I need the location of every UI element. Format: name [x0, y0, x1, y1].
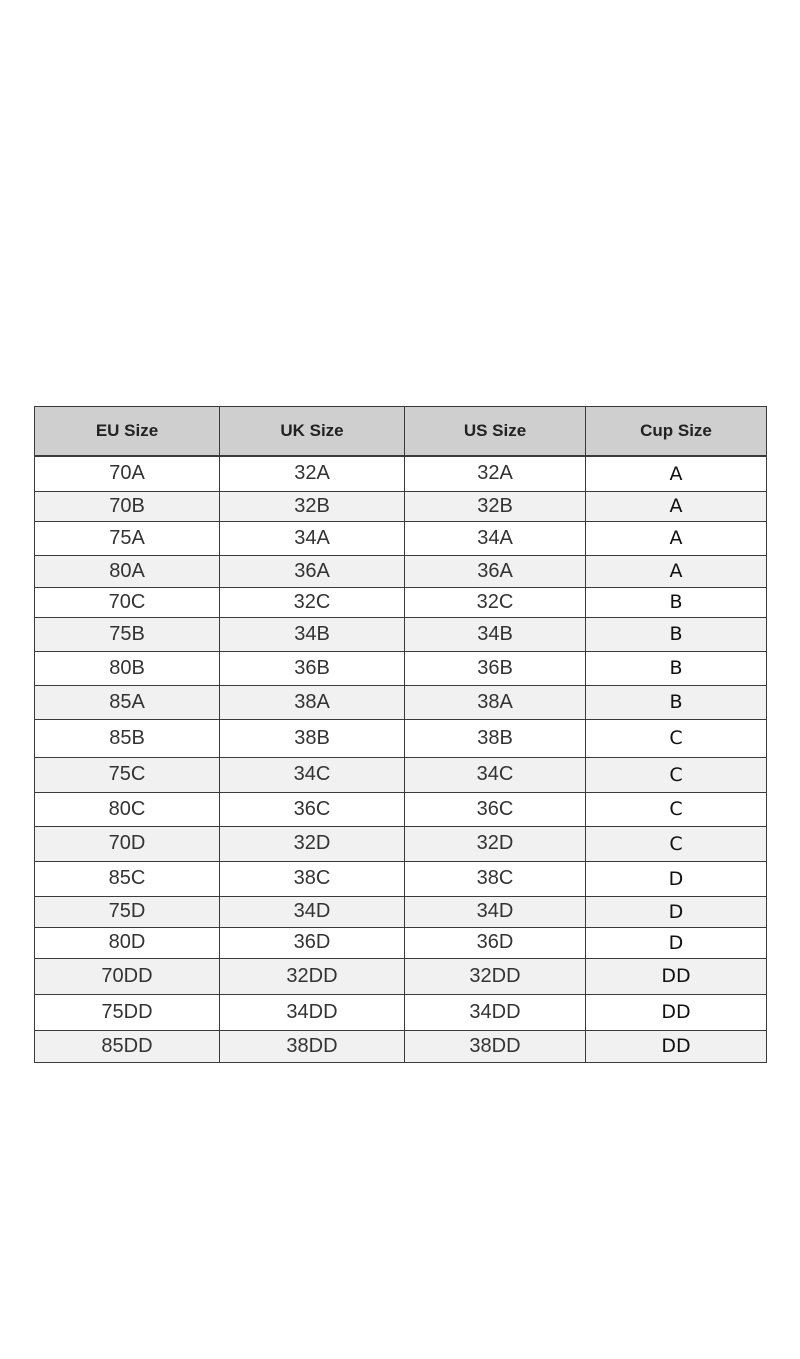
uk-size-cell: 38C [220, 861, 405, 896]
eu-size-cell: 80B [35, 651, 220, 685]
cup-size-cell: A [586, 491, 767, 521]
eu-size-cell: 70D [35, 826, 220, 861]
uk-size-cell: 32A [220, 456, 405, 491]
table-row [35, 861, 767, 896]
cup-size-cell: B [586, 651, 767, 685]
cup-size-cell: D [586, 896, 767, 927]
us-size-cell: 32D [405, 826, 586, 861]
table-row [35, 958, 767, 994]
cup-size-cell: DD [586, 958, 767, 994]
cup-size-cell: A [586, 555, 767, 587]
table-row [35, 587, 767, 617]
uk-size-cell: 36B [220, 651, 405, 685]
eu-size-cell: 85A [35, 685, 220, 719]
cup-size-cell: B [586, 685, 767, 719]
table-row [35, 491, 767, 521]
table-row [35, 521, 767, 555]
size-chart-table [34, 406, 767, 1063]
us-size-cell: 32DD [405, 958, 586, 994]
uk-size-cell: 38DD [220, 1030, 405, 1062]
us-size-cell: 38DD [405, 1030, 586, 1062]
us-size-cell: 34A [405, 521, 586, 555]
uk-size-cell: 38B [220, 719, 405, 757]
eu-size-cell: 85B [35, 719, 220, 757]
eu-size-cell: 75DD [35, 994, 220, 1030]
table-row [35, 757, 767, 792]
us-size-cell: 34D [405, 896, 586, 927]
eu-size-cell: 75D [35, 896, 220, 927]
cup-size-cell: C [586, 826, 767, 861]
us-size-cell: 36C [405, 792, 586, 826]
uk-size-cell: 36C [220, 792, 405, 826]
table-row [35, 792, 767, 826]
uk-size-cell: 34B [220, 617, 405, 651]
cup-size-cell: D [586, 927, 767, 958]
table-row [35, 685, 767, 719]
uk-size-cell: 38A [220, 685, 405, 719]
eu-size-cell: 80A [35, 555, 220, 587]
us-size-cell: 38A [405, 685, 586, 719]
uk-size-cell: 34A [220, 521, 405, 555]
cup-size-cell: A [586, 521, 767, 555]
eu-size-cell: 70DD [35, 958, 220, 994]
us-size-cell: 38B [405, 719, 586, 757]
header-cup-size: Cup Size [586, 407, 767, 457]
uk-size-cell: 32B [220, 491, 405, 521]
us-size-cell: 36D [405, 927, 586, 958]
header-eu-size: EU Size [35, 407, 220, 457]
cup-size-cell: C [586, 792, 767, 826]
us-size-cell: 36A [405, 555, 586, 587]
header-uk-size: UK Size [220, 407, 405, 457]
cup-size-cell: B [586, 587, 767, 617]
us-size-cell: 32B [405, 491, 586, 521]
eu-size-cell: 80D [35, 927, 220, 958]
table-row [35, 719, 767, 757]
uk-size-cell: 34D [220, 896, 405, 927]
eu-size-cell: 85C [35, 861, 220, 896]
eu-size-cell: 75C [35, 757, 220, 792]
us-size-cell: 34DD [405, 994, 586, 1030]
table-row [35, 651, 767, 685]
cup-size-cell: C [586, 757, 767, 792]
eu-size-cell: 80C [35, 792, 220, 826]
cup-size-cell: A [586, 456, 767, 491]
uk-size-cell: 32D [220, 826, 405, 861]
table-row [35, 456, 767, 491]
eu-size-cell: 70A [35, 456, 220, 491]
uk-size-cell: 32DD [220, 958, 405, 994]
uk-size-cell: 34DD [220, 994, 405, 1030]
cup-size-cell: D [586, 861, 767, 896]
cup-size-cell: DD [586, 1030, 767, 1062]
size-chart-body [35, 456, 767, 1062]
cup-size-cell: C [586, 719, 767, 757]
uk-size-cell: 36D [220, 927, 405, 958]
eu-size-cell: 85DD [35, 1030, 220, 1062]
header-us-size: US Size [405, 407, 586, 457]
uk-size-cell: 36A [220, 555, 405, 587]
us-size-cell: 32A [405, 456, 586, 491]
table-row [35, 927, 767, 958]
table-row [35, 555, 767, 587]
uk-size-cell: 34C [220, 757, 405, 792]
size-chart-header [35, 407, 767, 457]
us-size-cell: 36B [405, 651, 586, 685]
cup-size-cell: DD [586, 994, 767, 1030]
table-row [35, 994, 767, 1030]
uk-size-cell: 32C [220, 587, 405, 617]
table-row [35, 826, 767, 861]
table-row [35, 617, 767, 651]
us-size-cell: 34B [405, 617, 586, 651]
table-row [35, 896, 767, 927]
header-row [35, 407, 767, 457]
us-size-cell: 34C [405, 757, 586, 792]
cup-size-cell: B [586, 617, 767, 651]
eu-size-cell: 70B [35, 491, 220, 521]
us-size-cell: 32C [405, 587, 586, 617]
eu-size-cell: 75B [35, 617, 220, 651]
us-size-cell: 38C [405, 861, 586, 896]
eu-size-cell: 75A [35, 521, 220, 555]
eu-size-cell: 70C [35, 587, 220, 617]
table-row [35, 1030, 767, 1062]
